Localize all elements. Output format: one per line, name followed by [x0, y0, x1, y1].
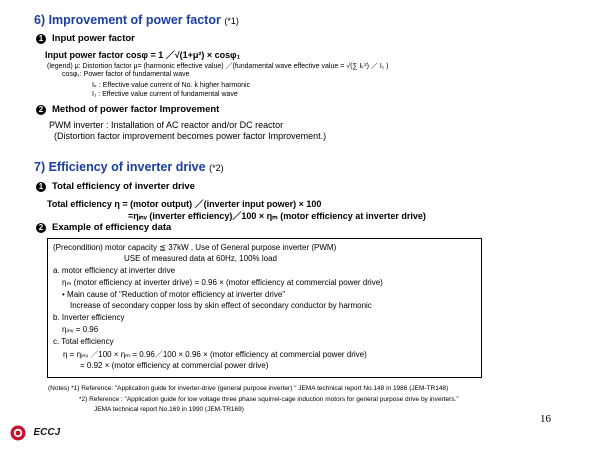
box-line-2: USE of measured data at 60Hz, 100% load — [124, 254, 277, 263]
sub6-1-heading — [36, 33, 135, 44]
box-line-3: a. motor efficiency at inverter drive — [53, 266, 176, 275]
box-line-5: • Main cause of "Reduction of motor efficiency at inverter drive" — [62, 290, 286, 299]
method-line-1 — [49, 120, 283, 130]
legend-line-3: Iₖ : Effective value current of No. k higher harmonic — [92, 82, 251, 89]
legend-line-4: I₁ : Effective value current of fundamental wave — [92, 91, 238, 98]
method-line-1-text: PWM inverter : Installation of AC reactor and/or DC reactor — [49, 120, 284, 130]
eccj-logo — [10, 424, 60, 442]
section6-tag: (*1) — [224, 16, 239, 26]
box-line-8: ηᵢₙᵥ = 0.96 — [62, 325, 99, 334]
number-badge-icon: 1 — [36, 182, 46, 192]
section6-title — [34, 13, 239, 27]
sub6-1-title: Input power factor — [52, 33, 135, 44]
box-line-10: η = ηᵢₙᵥ ／100 × ηₘ = 0.96／100 × 0.96 × (motor efficiency at commercial power drive) — [63, 350, 367, 359]
box-line-1: (Precondition) motor capacity ≦ 37kW , Use of General purpose inverter (PWM) — [53, 243, 337, 252]
sub7-1-title: Total efficiency of inverter drive — [52, 181, 195, 192]
box-line-11: = 0.92 × (motor efficiency at commercial power drive) — [80, 361, 269, 370]
section7-title-text: 7) Efficiency of inverter drive — [34, 160, 206, 174]
note-2: *2) Reference : "Application guide for low voltage three phase squirrel-cage induction motors for general purpose drive by inverters." — [79, 396, 459, 403]
sub7-1-heading — [36, 181, 195, 192]
sub7-2-heading — [36, 222, 171, 233]
box-line-7: b. Inverter efficiency — [53, 313, 125, 322]
section7-tag: (*2) — [209, 163, 224, 173]
box-line-6: Increase of secondary copper loss by skin effect of secondary conductor by harmonic — [70, 301, 372, 310]
legend-line-1: (legend) μ: Distortion factor μ= (harmonic effective value) ／(fundamental wave effective value = √(∑ Iₖ²) ／ I₁ ) — [47, 63, 389, 70]
note-1: (Notes) *1) Reference: "Application guide for inverter-drive (general purpose inverter) " JEMA technical report No.148 in 1986 (JEM-TR148) — [48, 385, 449, 392]
page-number: 16 — [540, 413, 551, 425]
method-line-2: (Distortion factor improvement becomes power factor Improvement.) — [54, 131, 327, 141]
legend-line-2: cosφ₁: Power factor of fundamental wave — [62, 71, 190, 78]
section7-title — [34, 160, 224, 174]
sub6-2-title: Method of power factor Improvement — [52, 104, 220, 115]
note-3: JEMA technical report No.169 in 1990 (JEM-TR169) — [94, 406, 244, 413]
efficiency-formula-2: =ηᵢₙᵥ (inverter efficiency)／100 × ηₘ (motor efficiency at inverter drive) — [128, 211, 426, 221]
number-badge-icon: 2 — [36, 105, 46, 115]
power-factor-formula: Input power factor cosφ = 1 ／√(1+μ²) × cosφ₁ — [45, 50, 241, 60]
section6-title-text: 6) Improvement of power factor — [34, 13, 221, 27]
eccj-logo-text: ECCJ — [33, 427, 61, 439]
number-badge-icon: 1 — [36, 34, 46, 44]
number-badge-icon: 2 — [36, 223, 46, 233]
sub7-2-title: Example of efficiency data — [52, 222, 172, 233]
box-line-9: c. Total efficiency — [53, 337, 114, 346]
sub6-2-heading — [36, 104, 219, 115]
efficiency-formula-1: Total efficiency η = (motor output) ／(inverter input power) × 100 — [47, 199, 322, 209]
box-line-4: ηₘ (motor efficiency at inverter drive) = 0.96 × (motor efficiency at commercial power drive) — [62, 278, 383, 287]
eccj-logo-icon — [10, 425, 26, 441]
